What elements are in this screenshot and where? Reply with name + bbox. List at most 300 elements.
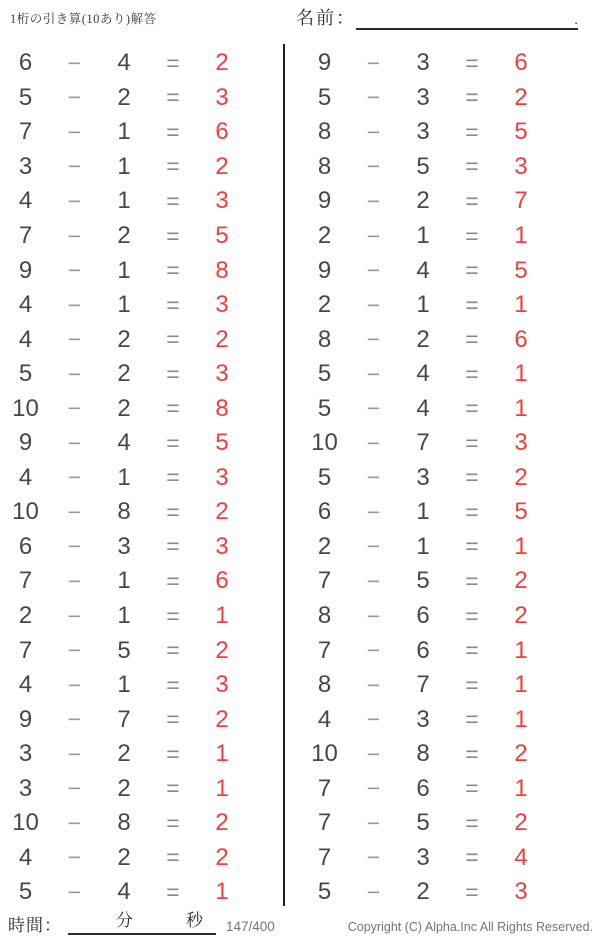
minuend: 9 <box>317 187 332 215</box>
subtrahend: 2 <box>117 843 131 871</box>
equals-sign: = <box>465 706 479 733</box>
minus-sign: − <box>366 740 381 767</box>
problem-row <box>2 495 248 530</box>
name-underline <box>356 10 578 30</box>
minuend: 10 <box>311 429 338 457</box>
equals-sign: = <box>166 395 180 422</box>
subtrahend: 2 <box>117 360 131 388</box>
subtrahend: 1 <box>117 671 131 699</box>
subtrahend: 1 <box>117 187 131 215</box>
answer: 6 <box>514 49 528 77</box>
problem-row <box>301 841 547 876</box>
minus-sign: − <box>67 49 82 76</box>
problem-row <box>301 391 547 426</box>
equals-sign: = <box>465 671 479 698</box>
problems-column-right <box>301 46 547 910</box>
minuend: 9 <box>317 256 332 284</box>
subtrahend: 4 <box>117 429 131 457</box>
problem-row <box>2 426 248 461</box>
equals-sign: = <box>465 49 479 76</box>
minuend: 6 <box>18 532 33 560</box>
equals-sign: = <box>166 118 180 145</box>
minuend: 8 <box>317 152 332 180</box>
minus-sign: − <box>366 360 381 387</box>
subtrahend: 3 <box>117 532 131 560</box>
minus-sign: − <box>67 187 82 214</box>
equals-sign: = <box>166 153 180 180</box>
equals-sign: = <box>166 257 180 284</box>
equals-sign: = <box>166 326 180 353</box>
minuend: 8 <box>317 325 332 353</box>
minus-sign: − <box>366 844 381 871</box>
problem-row <box>2 322 248 357</box>
subtrahend: 1 <box>117 118 131 146</box>
problem-row <box>301 288 547 323</box>
equals-sign: = <box>166 809 180 836</box>
minuend: 6 <box>317 498 332 526</box>
equals-sign: = <box>465 775 479 802</box>
equals-sign: = <box>465 878 479 905</box>
problem-row <box>301 737 547 772</box>
minuend: 9 <box>317 49 332 77</box>
problem-row <box>2 875 248 910</box>
minuend: 5 <box>317 394 332 422</box>
minus-sign: − <box>366 326 381 353</box>
minus-sign: − <box>366 671 381 698</box>
subtrahend: 1 <box>416 532 430 560</box>
minus-sign: − <box>366 49 381 76</box>
answer: 3 <box>215 291 229 319</box>
subtrahend: 6 <box>416 602 430 630</box>
answer: 2 <box>514 809 528 837</box>
problem-row <box>301 357 547 392</box>
problem-row <box>2 564 248 599</box>
subtrahend: 8 <box>416 740 430 768</box>
answer: 7 <box>514 187 528 215</box>
problem-row <box>301 495 547 530</box>
answer: 1 <box>514 774 528 802</box>
minuend: 7 <box>18 567 33 595</box>
minus-sign: − <box>67 291 82 318</box>
minus-sign: − <box>67 498 82 525</box>
minuend: 9 <box>18 705 33 733</box>
equals-sign: = <box>166 187 180 214</box>
answer: 1 <box>215 602 229 630</box>
answer: 2 <box>215 636 229 664</box>
subtrahend: 6 <box>416 636 430 664</box>
minus-sign: − <box>67 809 82 836</box>
equals-sign: = <box>166 49 180 76</box>
problem-row <box>2 633 248 668</box>
subtrahend: 1 <box>416 291 430 319</box>
answer: 2 <box>215 843 229 871</box>
minus-sign: − <box>366 809 381 836</box>
minuend: 4 <box>18 325 33 353</box>
subtrahend: 7 <box>416 429 430 457</box>
name-period: . <box>574 11 578 27</box>
problem-row <box>301 81 547 116</box>
answer: 6 <box>514 325 528 353</box>
subtrahend: 2 <box>117 222 131 249</box>
minus-sign: − <box>67 464 82 491</box>
minuend: 4 <box>18 671 33 699</box>
answer: 5 <box>215 429 229 457</box>
minuend: 5 <box>18 878 33 906</box>
equals-sign: = <box>465 740 479 767</box>
subtrahend: 4 <box>117 878 131 906</box>
equals-sign: = <box>465 257 479 284</box>
minuend: 7 <box>18 222 33 249</box>
subtrahend: 2 <box>117 325 131 353</box>
answer: 1 <box>514 222 528 249</box>
problem-row <box>2 81 248 116</box>
problem-row <box>2 841 248 876</box>
minuend: 3 <box>18 152 33 180</box>
page-number: 147/400 <box>226 919 275 934</box>
problem-row <box>2 150 248 185</box>
minus-sign: − <box>366 222 381 249</box>
subtrahend: 3 <box>416 118 430 146</box>
minus-sign: − <box>67 706 82 733</box>
subtrahend: 1 <box>416 222 430 249</box>
subtrahend: 1 <box>117 463 131 491</box>
minuend: 5 <box>317 83 332 111</box>
answer: 8 <box>215 394 229 422</box>
minus-sign: − <box>67 844 82 871</box>
subtrahend: 5 <box>416 152 430 180</box>
answer: 2 <box>215 152 229 180</box>
problem-row <box>2 391 248 426</box>
subtrahend: 1 <box>117 291 131 319</box>
answer: 1 <box>514 636 528 664</box>
equals-sign: = <box>465 533 479 560</box>
subtrahend: 3 <box>416 463 430 491</box>
problem-row <box>2 461 248 496</box>
problem-row <box>2 46 248 81</box>
minus-sign: − <box>67 153 82 180</box>
problem-row <box>301 633 547 668</box>
answer: 8 <box>215 256 229 284</box>
answer: 4 <box>514 843 528 871</box>
answer: 3 <box>215 187 229 215</box>
minuend: 4 <box>18 291 33 319</box>
minus-sign: − <box>366 637 381 664</box>
equals-sign: = <box>166 567 180 594</box>
minus-sign: − <box>366 775 381 802</box>
problem-row <box>301 668 547 703</box>
subtrahend: 2 <box>117 83 131 111</box>
equals-sign: = <box>465 118 479 145</box>
minuend: 9 <box>18 256 33 284</box>
subtrahend: 2 <box>416 187 430 215</box>
subtrahend: 2 <box>416 325 430 353</box>
answer: 3 <box>514 152 528 180</box>
minuend: 5 <box>317 463 332 491</box>
minus-sign: − <box>67 84 82 111</box>
answer: 5 <box>514 256 528 284</box>
problem-row <box>301 219 547 254</box>
minus-sign: − <box>366 464 381 491</box>
minus-sign: − <box>67 118 82 145</box>
minuend: 3 <box>18 774 33 802</box>
minuend: 7 <box>18 636 33 664</box>
subtrahend: 2 <box>117 394 131 422</box>
answer: 2 <box>514 602 528 630</box>
equals-sign: = <box>166 222 180 249</box>
minuend: 10 <box>311 740 338 768</box>
problem-row <box>2 288 248 323</box>
equals-sign: = <box>465 395 479 422</box>
problem-row <box>301 115 547 150</box>
equals-sign: = <box>465 222 479 249</box>
minus-sign: − <box>366 84 381 111</box>
minuend: 8 <box>317 118 332 146</box>
seconds-label: 秒 <box>186 911 203 930</box>
problem-row <box>2 771 248 806</box>
minus-sign: − <box>366 153 381 180</box>
equals-sign: = <box>465 637 479 664</box>
minuend: 2 <box>317 291 332 319</box>
answer: 5 <box>215 222 229 249</box>
subtrahend: 2 <box>416 878 430 906</box>
minus-sign: − <box>67 429 82 456</box>
problem-row <box>301 426 547 461</box>
minuend: 6 <box>18 49 33 77</box>
answer: 2 <box>215 809 229 837</box>
problem-row <box>301 806 547 841</box>
minuend: 7 <box>317 843 332 871</box>
equals-sign: = <box>166 775 180 802</box>
minuend: 8 <box>317 602 332 630</box>
minus-sign: − <box>366 878 381 905</box>
answer: 2 <box>514 567 528 595</box>
problem-row <box>2 702 248 737</box>
answer: 1 <box>514 291 528 319</box>
subtrahend: 8 <box>117 809 131 837</box>
equals-sign: = <box>166 740 180 767</box>
answer: 1 <box>514 360 528 388</box>
subtrahend: 4 <box>416 394 430 422</box>
minus-sign: − <box>366 498 381 525</box>
answer: 5 <box>514 118 528 146</box>
equals-sign: = <box>166 291 180 318</box>
minuend: 4 <box>317 705 332 733</box>
problem-row <box>301 702 547 737</box>
minuend: 7 <box>317 774 332 802</box>
minus-sign: − <box>67 567 82 594</box>
copyright: Copyright (C) Alpha.Inc All Rights Reserved. <box>347 920 593 934</box>
subtrahend: 7 <box>416 671 430 699</box>
answer: 5 <box>514 498 528 526</box>
subtrahend: 3 <box>416 843 430 871</box>
equals-sign: = <box>166 878 180 905</box>
subtrahend: 1 <box>416 498 430 526</box>
problem-row <box>301 461 547 496</box>
answer: 3 <box>215 360 229 388</box>
answer: 3 <box>215 671 229 699</box>
subtrahend: 4 <box>416 360 430 388</box>
equals-sign: = <box>465 498 479 525</box>
minus-sign: − <box>67 878 82 905</box>
problem-row <box>301 771 547 806</box>
minus-sign: − <box>366 395 381 422</box>
answer: 1 <box>215 878 229 906</box>
answer: 2 <box>514 83 528 111</box>
equals-sign: = <box>465 84 479 111</box>
minuend: 8 <box>317 671 332 699</box>
answer: 6 <box>215 118 229 146</box>
minus-sign: − <box>366 533 381 560</box>
equals-sign: = <box>166 533 180 560</box>
subtrahend: 5 <box>416 809 430 837</box>
problem-row <box>2 599 248 634</box>
minuend: 7 <box>317 636 332 664</box>
answer: 2 <box>514 463 528 491</box>
problem-row <box>2 737 248 772</box>
subtrahend: 6 <box>416 774 430 802</box>
equals-sign: = <box>465 360 479 387</box>
time-underline <box>68 908 216 935</box>
minus-sign: − <box>366 429 381 456</box>
subtrahend: 4 <box>117 49 131 77</box>
subtrahend: 1 <box>117 152 131 180</box>
answer: 3 <box>215 532 229 560</box>
equals-sign: = <box>166 84 180 111</box>
problem-row <box>2 219 248 254</box>
minuend: 4 <box>18 187 33 215</box>
problem-row <box>301 46 547 81</box>
equals-sign: = <box>465 326 479 353</box>
problem-row <box>301 253 547 288</box>
minus-sign: − <box>366 567 381 594</box>
minus-sign: − <box>67 533 82 560</box>
equals-sign: = <box>166 360 180 387</box>
minuend: 10 <box>12 498 39 526</box>
answer: 3 <box>514 429 528 457</box>
problem-row <box>301 150 547 185</box>
minus-sign: − <box>67 222 82 249</box>
problem-row <box>301 184 547 219</box>
equals-sign: = <box>465 291 479 318</box>
answer: 3 <box>514 878 528 906</box>
subtrahend: 2 <box>117 740 131 768</box>
minuend: 5 <box>18 360 33 388</box>
name-label: 名前： <box>296 8 356 28</box>
answer: 3 <box>215 463 229 491</box>
equals-sign: = <box>166 671 180 698</box>
equals-sign: = <box>166 429 180 456</box>
answer: 1 <box>215 740 229 768</box>
subtrahend: 5 <box>416 567 430 595</box>
minus-sign: − <box>67 395 82 422</box>
problem-row <box>2 357 248 392</box>
equals-sign: = <box>166 498 180 525</box>
equals-sign: = <box>465 602 479 629</box>
problem-row <box>301 599 547 634</box>
subtrahend: 3 <box>416 49 430 77</box>
answer: 2 <box>215 325 229 353</box>
subtrahend: 3 <box>416 83 430 111</box>
equals-sign: = <box>166 602 180 629</box>
subtrahend: 2 <box>117 774 131 802</box>
time-label: 時間： <box>8 916 62 935</box>
minuend: 7 <box>317 809 332 837</box>
subtrahend: 8 <box>117 498 131 526</box>
minus-sign: − <box>366 118 381 145</box>
subtrahend: 3 <box>416 705 430 733</box>
subtrahend: 1 <box>117 602 131 630</box>
problem-row <box>301 530 547 565</box>
equals-sign: = <box>465 809 479 836</box>
answer: 2 <box>514 740 528 768</box>
minus-sign: − <box>366 291 381 318</box>
minuend: 4 <box>18 843 33 871</box>
answer: 1 <box>215 774 229 802</box>
minus-sign: − <box>366 187 381 214</box>
answer: 3 <box>215 83 229 111</box>
minus-sign: − <box>366 602 381 629</box>
equals-sign: = <box>166 464 180 491</box>
problem-row <box>2 115 248 150</box>
minuend: 4 <box>18 463 33 491</box>
problem-row <box>2 253 248 288</box>
problem-row <box>2 530 248 565</box>
problem-row <box>301 564 547 599</box>
equals-sign: = <box>166 637 180 664</box>
answer: 1 <box>514 532 528 560</box>
equals-sign: = <box>465 153 479 180</box>
column-divider <box>283 44 285 906</box>
answer: 2 <box>215 705 229 733</box>
equals-sign: = <box>465 844 479 871</box>
answer: 1 <box>514 705 528 733</box>
minuend: 2 <box>317 532 332 560</box>
problem-row <box>301 875 547 910</box>
problem-row <box>2 806 248 841</box>
equals-sign: = <box>465 567 479 594</box>
minuend: 5 <box>317 878 332 906</box>
name-field <box>296 4 578 30</box>
minus-sign: − <box>67 257 82 284</box>
equals-sign: = <box>166 844 180 871</box>
minus-sign: − <box>366 706 381 733</box>
minuend: 7 <box>317 567 332 595</box>
problem-row <box>301 322 547 357</box>
subtrahend: 7 <box>117 705 131 733</box>
subtrahend: 1 <box>117 567 131 595</box>
problem-row <box>2 668 248 703</box>
subtrahend: 1 <box>117 256 131 284</box>
minus-sign: − <box>67 360 82 387</box>
minus-sign: − <box>67 740 82 767</box>
minuend: 5 <box>317 360 332 388</box>
minuend: 5 <box>18 83 33 111</box>
page-title: 1桁の引き算(10あり)解答 <box>10 12 157 26</box>
minuend: 10 <box>12 394 39 422</box>
minuend: 2 <box>18 602 33 630</box>
answer: 1 <box>514 394 528 422</box>
problems-column-left <box>2 46 248 910</box>
minuend: 3 <box>18 740 33 768</box>
subtrahend: 4 <box>416 256 430 284</box>
equals-sign: = <box>465 464 479 491</box>
answer: 2 <box>215 498 229 526</box>
equals-sign: = <box>465 187 479 214</box>
minus-sign: − <box>366 257 381 284</box>
minus-sign: − <box>67 326 82 353</box>
minus-sign: − <box>67 775 82 802</box>
minus-sign: − <box>67 602 82 629</box>
